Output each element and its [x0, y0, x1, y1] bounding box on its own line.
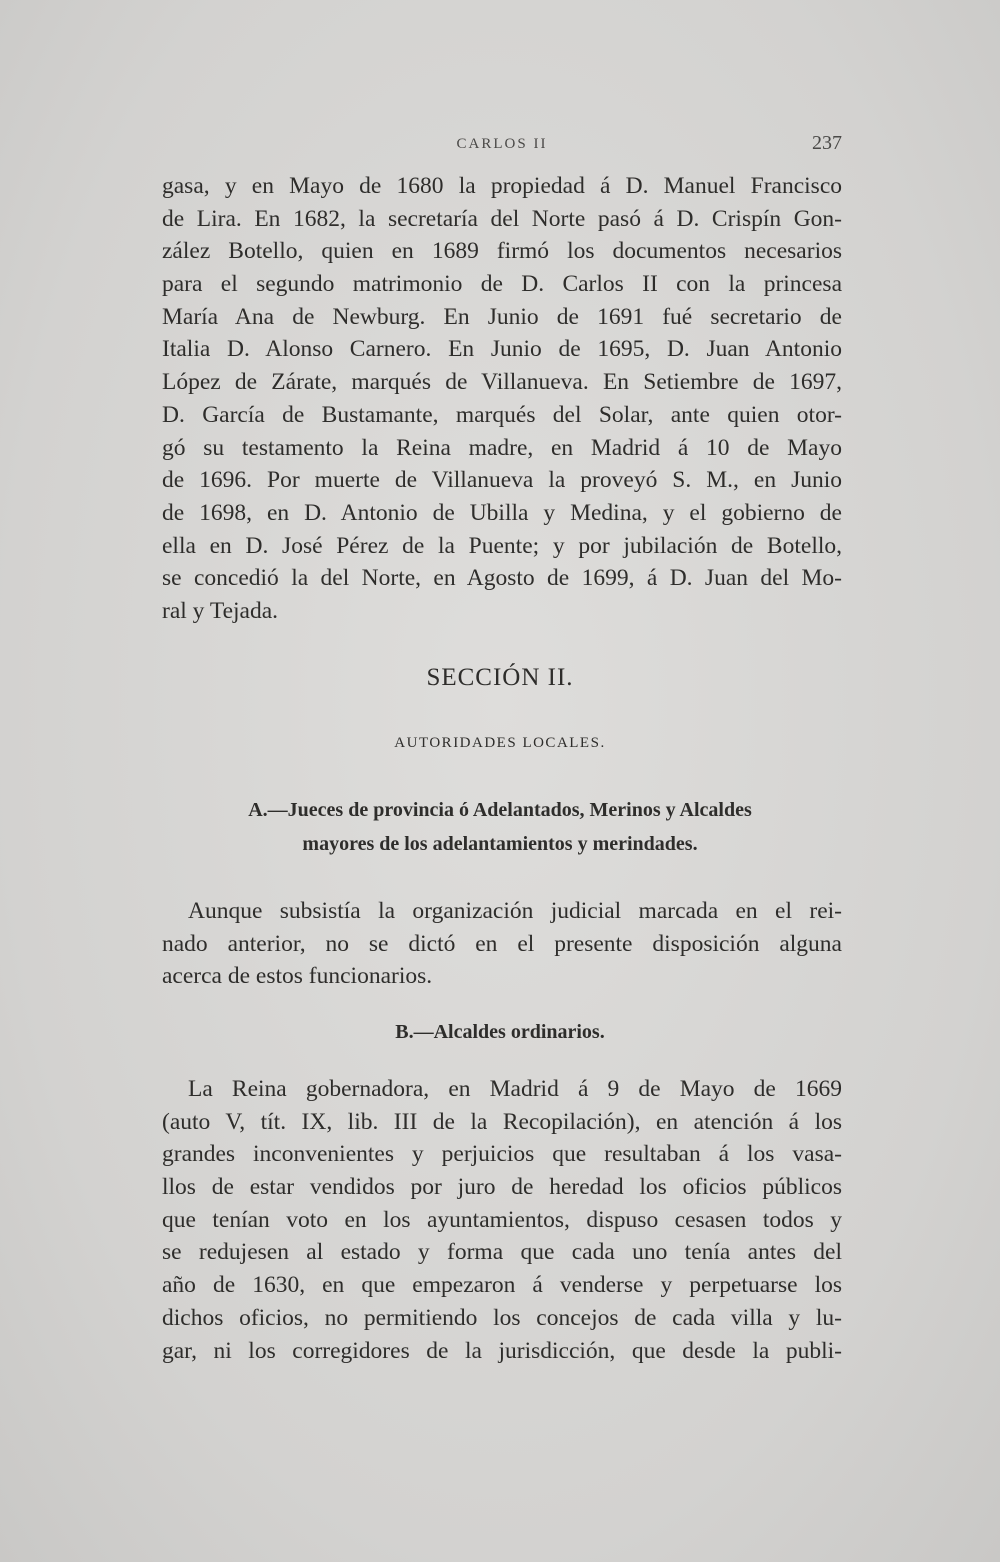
section-subheading: AUTORIDADES LOCALES. [394, 735, 606, 751]
paragraph-2 [162, 895, 842, 993]
text-line: zález Botello, quien en 1689 firmó los documentos necesarios [162, 238, 842, 265]
page-number: 237 [812, 132, 842, 154]
text-line: se redujesen al estado y forma que cada uno tenía antes del [162, 1239, 842, 1266]
text-line: ella en D. José Pérez de la Puente; y por jubilación de Botello, [162, 532, 842, 559]
paragraph-1 [162, 170, 842, 628]
text-line: gó su testamento la Reina madre, en Madrid á 10 de Mayo [162, 434, 842, 461]
text-line: que tenían voto en los ayuntamientos, dispuso cesasen todos y [162, 1206, 842, 1233]
text-line: D. García de Bustamante, marqués del Solar, ante quien otor- [162, 401, 842, 428]
text-line: dichos oficios, no permitiendo los concejos de cada villa y lu- [162, 1304, 842, 1331]
text-line: de 1698, en D. Antonio de Ubilla y Medina, y el gobierno de [162, 499, 842, 526]
text-line: gar, ni los corregidores de la jurisdicción, que desde la publi- [162, 1337, 842, 1364]
text-line: Aunque subsistía la organización judicial marcada en el rei- [188, 898, 842, 924]
paragraph-3 [162, 1073, 842, 1367]
text-line: de Lira. En 1682, la secretaría del Norte pasó á D. Crispín Gon- [162, 205, 842, 232]
subsection-a-line-1: A.—Jueces de provincia ó Adelantados, Merinos y Alcaldes [248, 799, 752, 821]
text-line: Italia D. Alonso Carnero. En Junio de 1695, D. Juan Antonio [162, 336, 842, 363]
text-line: acerca de estos funcionarios. [162, 963, 433, 990]
text-line: nado anterior, no se dictó en el presente disposición alguna [162, 930, 842, 957]
text-line: La Reina gobernadora, en Madrid á 9 de Mayo de 1669 [188, 1076, 842, 1102]
text-line: María Ana de Newburg. En Junio de 1691 fué secretario de [162, 303, 842, 330]
text-line: gasa, y en Mayo de 1680 la propiedad á D. Manuel Francisco [162, 173, 842, 199]
text-line: ral y Tejada. [162, 597, 279, 624]
text-line: de 1696. Por muerte de Villanueva la proveyó S. M., en Junio [162, 467, 842, 494]
subsection-a-heading [0, 793, 1000, 861]
text-line: grandes inconvenientes y perjuicios que resultaban á los vasa- [162, 1141, 842, 1168]
text-line: año de 1630, en que empezaron á venderse y perpetuarse los [162, 1272, 842, 1299]
text-line: se concedió la del Norte, en Agosto de 1699, á D. Juan del Mo- [162, 565, 842, 592]
subsection-a-line-2: mayores de los adelantamientos y merindades. [302, 833, 698, 855]
text-line: López de Zárate, marqués de Villanueva. En Setiembre de 1697, [162, 369, 842, 396]
subsection-b-line-1: B.—Alcaldes ordinarios. [395, 1021, 605, 1043]
running-head [162, 132, 842, 160]
text-line: llos de estar vendidos por juro de heredad los oficios públicos [162, 1174, 842, 1201]
section-heading: SECCIÓN II. [426, 664, 574, 691]
text-line: (auto V, tít. IX, lib. III de la Recopilación), en atención á los [162, 1108, 842, 1135]
subsection-b-heading [0, 1015, 1000, 1049]
running-title: CARLOS II [456, 136, 548, 152]
text-line: para el segundo matrimonio de D. Carlos II con la princesa [162, 271, 842, 298]
